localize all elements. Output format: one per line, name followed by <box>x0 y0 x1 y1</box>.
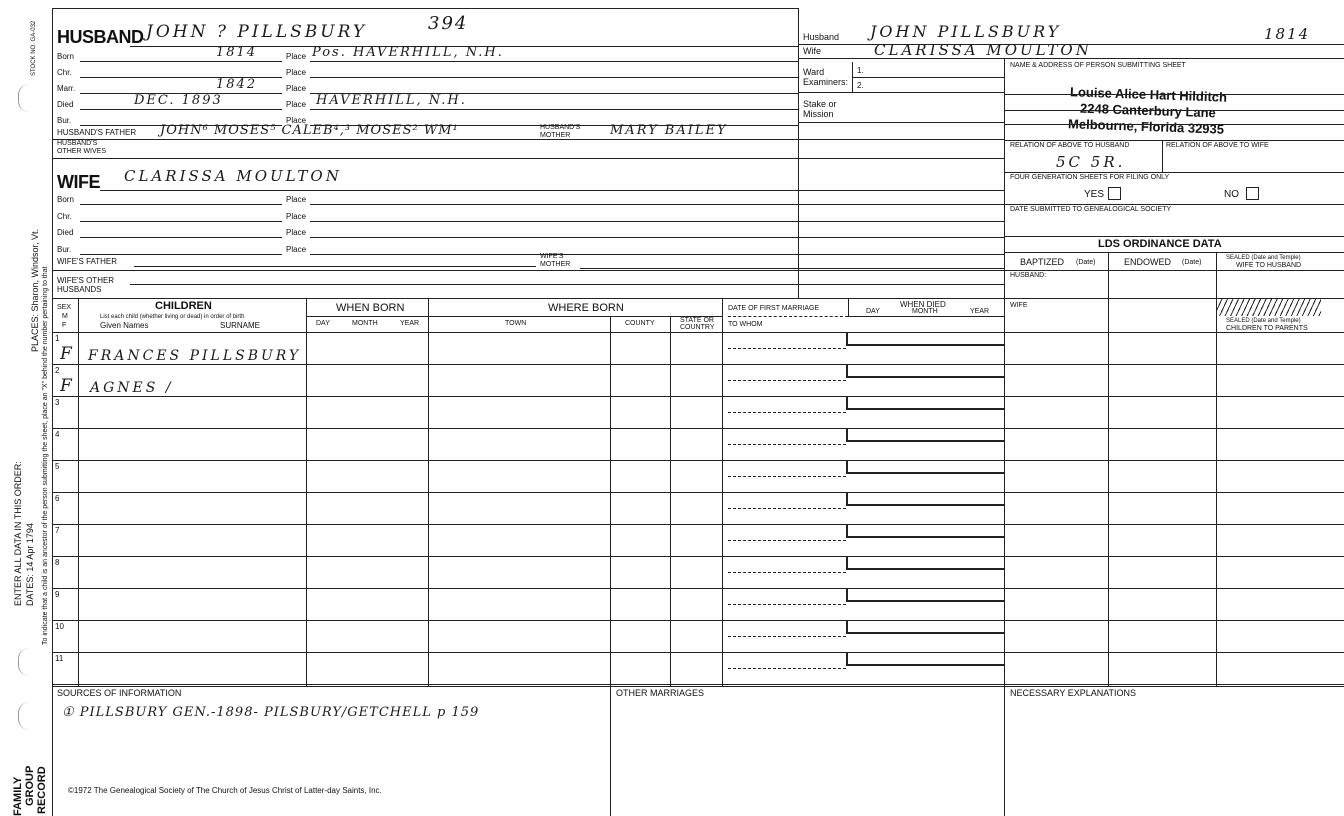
no-checkbox[interactable] <box>1246 187 1259 200</box>
necessary-explanations-label: NECESSARY EXPLANATIONS <box>1010 688 1137 698</box>
baptized-header: BAPTIZED <box>1020 257 1065 267</box>
sex-f: F <box>62 322 67 329</box>
wifes-mother-label-1: WIFE'S <box>540 253 564 260</box>
wifes-father-label: WIFE'S FATHER <box>57 257 118 266</box>
child-row-line <box>52 684 1344 685</box>
marriage-dash-line <box>728 668 846 669</box>
wife-name-value: CLARISSA MOULTON <box>124 167 342 185</box>
children-subheader: List each child (whether living or dead) in order of birth <box>100 314 245 320</box>
child-2-name: AGNES / <box>90 380 174 396</box>
r-wife-value: CLARISSA MOULTON <box>874 41 1092 59</box>
examiner-2: 2. <box>857 81 864 90</box>
wife-born-line <box>80 204 282 205</box>
child-row-line <box>52 396 1344 397</box>
died-month-header: MONTH <box>912 308 938 315</box>
when-born-underline <box>306 316 722 317</box>
wife-name-line <box>100 190 1004 191</box>
when-died-underline <box>848 316 1004 317</box>
surname-header: SURNAME <box>220 321 261 330</box>
died-date-line <box>848 440 1004 442</box>
died-date-line <box>848 664 1004 666</box>
first-marriage-dash <box>728 316 848 317</box>
left-border <box>52 8 53 816</box>
submitter-street: 2248 Canterbury Lane <box>1079 100 1217 121</box>
col-town <box>610 316 611 686</box>
r-husband-value: JOHN PILLSBURY <box>870 22 1062 41</box>
bur-label: Bur. <box>57 116 72 125</box>
marriage-dash-line <box>728 572 846 573</box>
wife-bur-place-label: Place <box>286 245 307 254</box>
lds-heading: LDS ORDINANCE DATA <box>1098 238 1222 250</box>
when-born-header: WHEN BORN <box>336 302 405 314</box>
wifes-other-husbands-label-1: WIFE'S OTHER <box>57 276 115 285</box>
born-label: Born <box>57 52 74 61</box>
marr-place-label: Place <box>286 84 307 93</box>
col-county <box>670 316 671 686</box>
died-line <box>80 109 282 110</box>
child-row-number: 10 <box>55 622 64 631</box>
wifes-mother-line <box>580 268 1004 269</box>
born-place-label: Place <box>286 52 307 61</box>
wifes-other-line <box>130 284 1004 285</box>
stake-label-1: Stake or <box>803 99 837 109</box>
punch-hole <box>18 84 29 112</box>
wife-bur-label: Bur. <box>57 245 72 254</box>
sources-divider <box>610 686 611 816</box>
wifes-father-line <box>134 266 536 267</box>
child-row-line <box>52 588 1344 589</box>
marriage-dash-line <box>728 380 846 381</box>
sealed-child-1: SEALED (Date and Temple) <box>1226 318 1301 324</box>
died-date-line <box>848 408 1004 410</box>
child-2-sex: F <box>60 376 75 396</box>
marriage-dash-line <box>728 604 846 605</box>
name-address-label: NAME & ADDRESS OF PERSON SUBMITTING SHEET <box>1010 62 1186 69</box>
died-date-line <box>848 568 1004 570</box>
child-row-number: 3 <box>55 398 60 407</box>
ward-label: Ward <box>803 67 825 77</box>
died-date-tick <box>846 588 848 602</box>
wife-section-line <box>52 270 1004 271</box>
marriage-dash-line <box>728 412 846 413</box>
given-names-header: Given Names <box>100 321 149 330</box>
sealed-wife-1: SEALED (Date and Temple) <box>1226 255 1301 261</box>
stock-number: STOCK NO. GA-032 <box>31 20 37 76</box>
r-husband-label: Husband <box>803 32 840 42</box>
husband-section-end <box>52 158 1004 159</box>
wife-died-line <box>80 237 282 238</box>
child-row-line <box>52 428 1344 429</box>
wife-born-place-label: Place <box>286 195 307 204</box>
died-date-line <box>848 536 1004 538</box>
child-row-line <box>52 652 1344 653</box>
sealed-wife-2: WIFE TO HUSBAND <box>1236 262 1302 269</box>
child-row-number: 8 <box>55 558 60 567</box>
husbands-mother-label-1: HUSBAND'S <box>540 124 581 131</box>
relation-wife-label: RELATION OF ABOVE TO WIFE <box>1166 142 1269 149</box>
child-row-number: 1 <box>55 334 60 343</box>
marriage-dash-line <box>728 636 846 637</box>
wife-bur-line <box>80 254 282 255</box>
child-1-name: FRANCES PILLSBURY <box>88 348 302 364</box>
stake-bottom-line <box>798 122 1004 123</box>
child-row-line <box>52 492 1344 493</box>
died-date-tick <box>846 460 848 474</box>
died-label: Died <box>57 100 74 109</box>
died-date-tick <box>846 556 848 570</box>
examiner-mid-line <box>852 77 1004 78</box>
born-day-header: DAY <box>316 320 330 327</box>
died-date-line <box>848 344 1004 346</box>
wife-chr-place-label: Place <box>286 212 307 221</box>
sources-value: ① PILLSBURY GEN.-1898- PILSBURY/GETCHELL p 159 <box>62 705 480 720</box>
child-row-line <box>52 364 1344 365</box>
died-date-tick <box>846 652 848 666</box>
sources-label: SOURCES OF INFORMATION <box>57 688 182 698</box>
died-place-line <box>310 109 798 110</box>
sex-header: SEX <box>57 304 72 311</box>
children-header-line <box>52 332 1004 333</box>
died-date-tick <box>846 364 848 378</box>
died-place-label: Place <box>286 100 307 109</box>
family-label: FAMILY <box>12 776 24 816</box>
r-wife-line <box>798 58 1344 59</box>
submitter-city: Melbourne, Florida 32935 <box>1067 116 1225 137</box>
address-line-2 <box>1004 110 1344 111</box>
county-header: COUNTY <box>625 320 655 327</box>
husbands-father-line <box>52 139 1004 140</box>
lds-wife-bottom <box>1004 332 1344 333</box>
no-label: NO <box>1224 189 1239 200</box>
died-date-tick <box>846 492 848 506</box>
baptized-date: (Date) <box>1076 259 1096 266</box>
wife-born-label: Born <box>57 195 74 204</box>
born-date-value: 1814 <box>216 45 258 60</box>
endowed-header: ENDOWED <box>1124 257 1171 267</box>
state-header-1: STATE OR <box>680 317 714 324</box>
examiner-1: 1. <box>857 66 864 75</box>
husband-record-number: 394 <box>428 13 469 34</box>
address-line-3 <box>1004 124 1344 125</box>
died-year-header: YEAR <box>970 308 990 315</box>
relation-husband-label: RELATION OF ABOVE TO HUSBAND <box>1010 142 1130 149</box>
date-submitted-bottom-line <box>1004 236 1344 237</box>
husbands-mother-label-2: MOTHER <box>540 132 571 139</box>
wife-heading: WIFE <box>57 172 100 192</box>
address-line-1 <box>1004 94 1344 95</box>
child-row-line <box>52 556 1344 557</box>
marriage-dash-line <box>728 540 846 541</box>
child-row-number: 5 <box>55 462 60 471</box>
relation-divider <box>1162 140 1163 172</box>
yes-checkbox[interactable] <box>1108 187 1121 200</box>
dates-instruction: DATES: 14 Apr 1794 <box>25 523 35 606</box>
marriage-dash-line <box>728 508 846 509</box>
wife-died-place-line <box>310 237 1004 238</box>
four-gen-bottom-line <box>1004 204 1344 205</box>
state-header-2: COUNTRY <box>680 324 715 331</box>
marriage-dash-line <box>728 444 846 445</box>
stake-label-2: Mission <box>803 109 834 119</box>
husbands-father-label: HUSBAND'S FATHER <box>57 128 137 137</box>
child-row-line <box>52 460 1344 461</box>
yes-label: YES <box>1084 189 1105 200</box>
child-1-sex: F <box>60 344 75 364</box>
husbands-mother-value: MARY BAILEY <box>610 123 728 138</box>
first-marriage-header: DATE OF FIRST MARRIAGE <box>728 305 820 312</box>
child-row-number: 9 <box>55 590 60 599</box>
died-date-tick <box>846 620 848 634</box>
died-place-value: HAVERHILL, N.H. <box>316 93 467 108</box>
died-date-value: DEC. 1893 <box>134 93 223 108</box>
to-whom-header: TO WHOM <box>728 321 763 328</box>
when-died-left <box>848 298 849 316</box>
chr-place-line <box>310 77 798 78</box>
children-header: CHILDREN <box>155 300 212 312</box>
hatched-block <box>1217 299 1321 316</box>
wife-col-label: WIFE <box>1010 302 1028 309</box>
copyright: ©1972 The Genealogical Society of The Church of Jesus Christ of Latter-day Saints, Inc. <box>68 786 382 795</box>
four-gen-label: FOUR GENERATION SHEETS FOR FILING ONLY <box>1010 174 1170 181</box>
enter-all-data: ENTER ALL DATA IN THIS ORDER: <box>13 461 23 606</box>
died-date-line <box>848 504 1004 506</box>
marr-label: Marr. <box>57 84 76 93</box>
child-row-line <box>52 524 1344 525</box>
child-row-number: 6 <box>55 494 60 503</box>
children-top-line <box>52 298 1004 299</box>
chr-place-label: Place <box>286 68 307 77</box>
lds-col-2 <box>1216 252 1217 686</box>
top-border <box>52 8 798 9</box>
when-died-header: WHEN DIED <box>900 300 946 309</box>
husbands-father-value: JOHN⁶ MOSES⁵ CALEB⁴,³ MOSES² WM¹ <box>160 123 459 138</box>
ancestor-instruction: To indicate that a child is an ancestor of the person submitting the sheet, place an "X" behind the number pertaining to that <box>42 266 49 645</box>
relation-top-line <box>1004 140 1344 141</box>
wife-chr-place-line <box>310 221 1004 222</box>
date-submitted-label: DATE SUBMITTED TO GENEALOGICAL SOCIETY <box>1010 206 1172 213</box>
born-date-line <box>80 61 282 62</box>
punch-hole <box>18 702 29 730</box>
bur-place-label: Place <box>286 116 307 125</box>
marriage-dash-line <box>728 476 846 477</box>
born-place-value: Pos. HAVERHILL, N.H. <box>312 45 504 60</box>
marr-date-value: 1842 <box>216 77 258 92</box>
wifes-mother-label-2: MOTHER <box>540 261 571 268</box>
submitter-name: Louise Alice Hart Hilditch <box>1069 84 1228 105</box>
relation-bottom-line <box>1004 172 1344 173</box>
group-label: GROUP <box>24 765 36 806</box>
sealed-child-2: CHILDREN TO PARENTS <box>1226 325 1308 332</box>
died-date-line <box>848 472 1004 474</box>
sex-m: M <box>62 313 68 320</box>
sources-top-line <box>52 686 1344 687</box>
husbands-other-wives-label-2: OTHER WIVES <box>57 148 107 155</box>
examiners-label: Examiners: <box>803 77 849 87</box>
lds-col-1 <box>1108 252 1109 686</box>
child-row-number: 4 <box>55 430 60 439</box>
died-date-tick <box>846 332 848 346</box>
born-month-header: MONTH <box>352 320 378 327</box>
lds-subheader-line <box>1004 270 1344 271</box>
wife-chr-line <box>80 221 282 222</box>
wife-died-place-label: Place <box>286 228 307 237</box>
child-row-number: 7 <box>55 526 60 535</box>
died-date-line <box>848 632 1004 634</box>
died-date-line <box>848 376 1004 378</box>
died-date-tick <box>846 428 848 442</box>
relation-value: 5C 5R. <box>1056 153 1126 171</box>
died-day-header: DAY <box>866 308 880 315</box>
wife-bur-place-line <box>310 254 1004 255</box>
punch-hole <box>18 648 29 676</box>
town-header: TOWN <box>505 320 527 327</box>
husband-heading: HUSBAND <box>57 27 144 47</box>
examiner-bottom-line <box>798 92 1004 93</box>
lds-heading-line <box>1004 252 1344 253</box>
died-date-tick <box>846 396 848 410</box>
r-wife-label: Wife <box>803 46 821 56</box>
child-row-line <box>52 620 1344 621</box>
other-marriages-label: OTHER MARRIAGES <box>616 688 705 698</box>
chr-label: Chr. <box>57 68 72 77</box>
died-date-line <box>848 600 1004 602</box>
wife-chr-label: Chr. <box>57 212 72 221</box>
wife-born-place-line <box>310 204 1004 205</box>
where-born-header: WHERE BORN <box>548 302 624 314</box>
wifes-other-husbands-label-2: HUSBANDS <box>57 285 102 294</box>
wife-died-label: Died <box>57 228 74 237</box>
born-year-header: YEAR <box>400 320 420 327</box>
marriage-dash-line <box>728 348 846 349</box>
born-place-line <box>310 61 798 62</box>
endowed-date: (Date) <box>1182 259 1202 266</box>
child-row-number: 11 <box>55 654 64 663</box>
record-label: RECORD <box>36 766 48 814</box>
husbands-other-wives-label-1: HUSBAND'S <box>57 140 98 147</box>
child-row-number: 2 <box>55 366 60 375</box>
husband-name-value: JOHN ? PILLSBURY <box>146 22 368 42</box>
r-husband-year: 1814 <box>1264 25 1311 43</box>
died-date-tick <box>846 524 848 538</box>
places-instruction: PLACES: Sharon, Windsor, Vt. <box>30 228 40 352</box>
husband-col-label: HUSBAND: <box>1010 272 1047 279</box>
